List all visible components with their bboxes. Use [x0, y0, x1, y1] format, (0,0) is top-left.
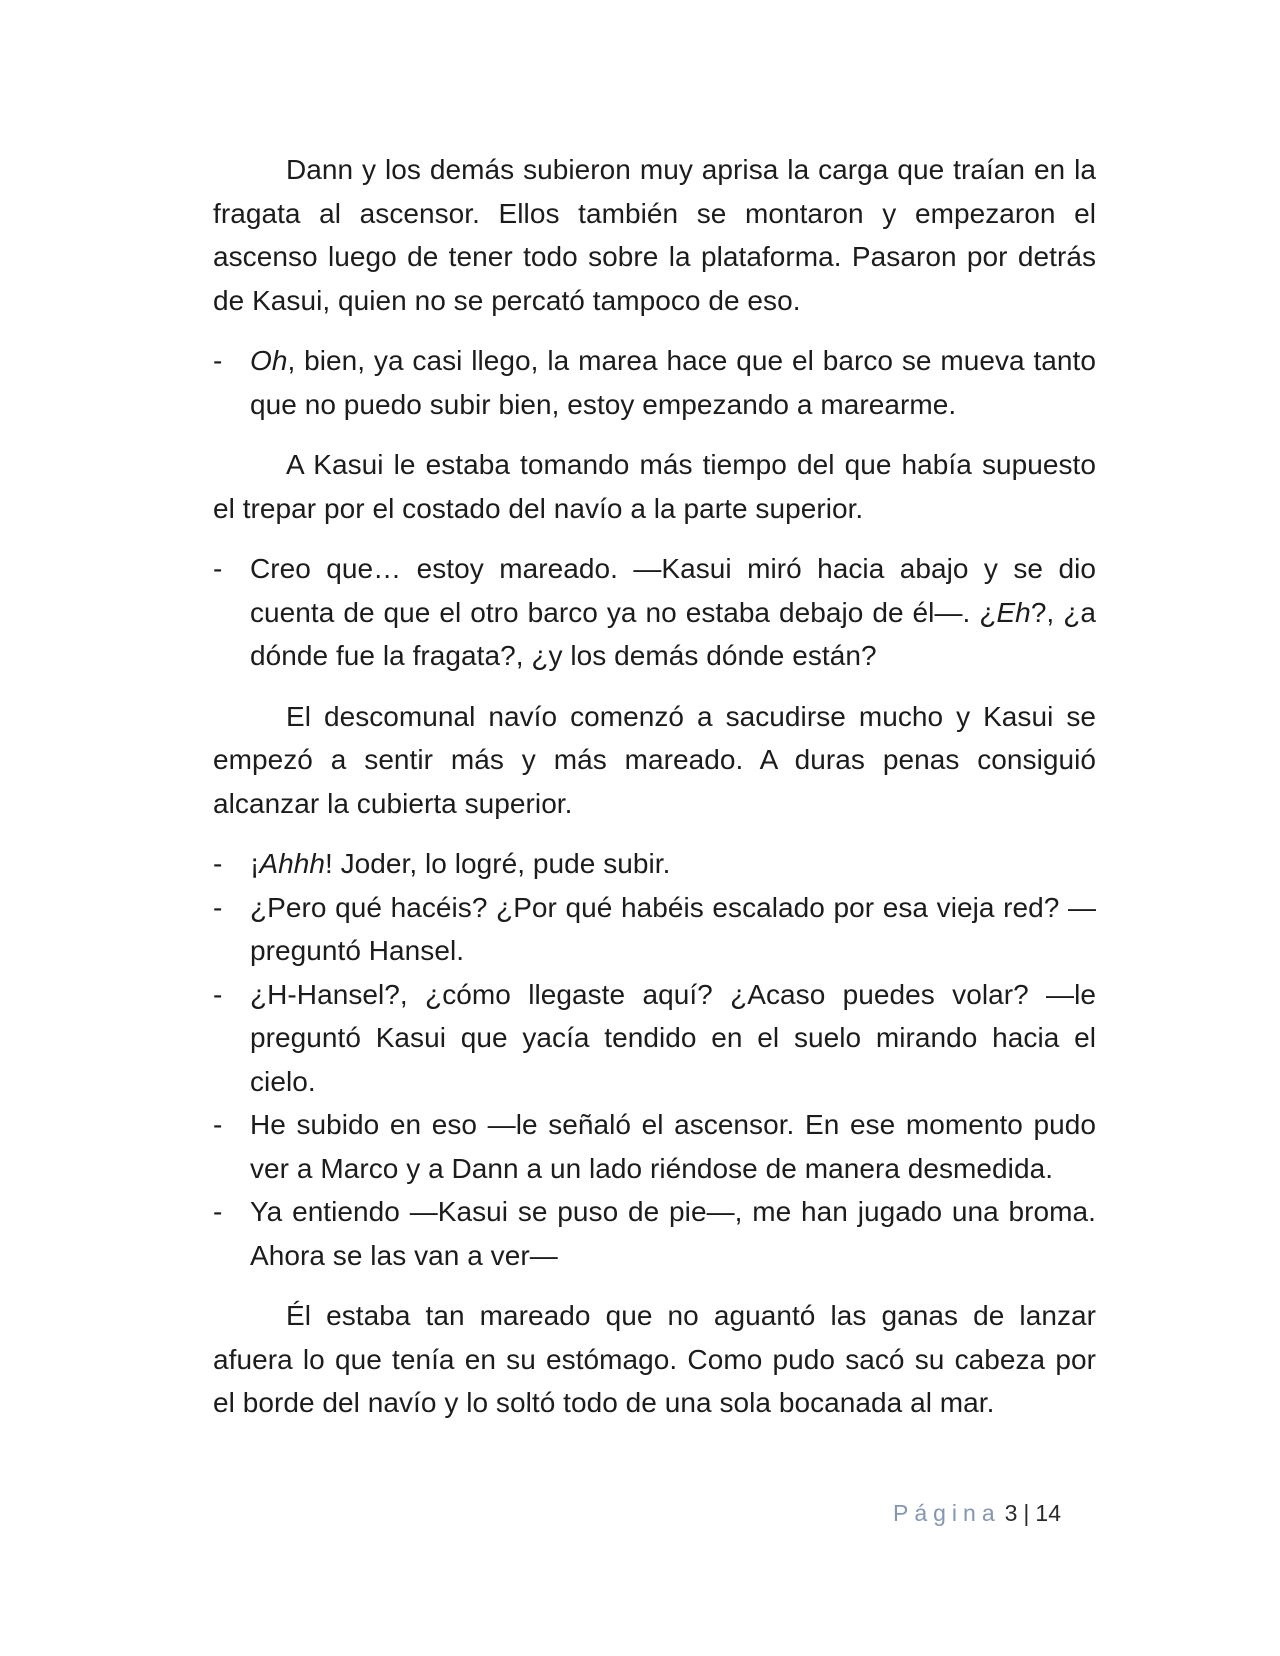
- dialogue-text: He subido en eso —le señaló el ascensor. En ese momento pudo ver a Marco y a Dann a un lado riéndose de manera desmedida.: [250, 1109, 1096, 1184]
- dialogue-line-3: [213, 842, 1096, 886]
- dialogue-line-1: [213, 339, 1096, 426]
- dialogue-text: ?, ¿a dónde fue la fragata?, ¿y los demás dónde están?: [250, 596, 1096, 671]
- dialogue-emphasis: Oh: [250, 345, 288, 376]
- page-total: 14: [1035, 1500, 1061, 1526]
- dialogue-dash: -: [213, 978, 223, 1010]
- paragraph-3: El descomunal navío comenzó a sacudirse mucho y Kasui se empezó a sentir más y más mareado. A duras penas consiguió alcanzar la cubierta superior.: [213, 700, 1096, 819]
- dialogue-text: ¿Pero qué hacéis? ¿Por qué habéis escalado por esa vieja red? —preguntó Hansel.: [250, 891, 1096, 966]
- dialogue-block-3: [213, 842, 1096, 1277]
- dialogue-dash: -: [213, 1109, 223, 1140]
- paragraph-2: A Kasui le estaba tomando más tiempo del que había supuesto el trepar por el costado del navío a la parte superior.: [213, 449, 1096, 524]
- dialogue-dash: -: [213, 345, 223, 376]
- page-body: [213, 148, 1096, 1442]
- dialogue-emphasis: Ahhh: [259, 848, 325, 879]
- dialogue-block-2: [213, 547, 1096, 678]
- dialogue-line-7: [213, 1190, 1096, 1277]
- dialogue-dash: -: [213, 1196, 223, 1227]
- page-label: Página: [893, 1500, 1001, 1526]
- page-separator: |: [1023, 1500, 1030, 1526]
- dialogue-line-6: [213, 1103, 1096, 1190]
- dialogue-text: Ya entiendo —Kasui se puso de pie—, me han jugado una broma. Ahora se las van a ver—: [250, 1196, 1096, 1271]
- dialogue-text: ¿H-Hansel?, ¿cómo llegaste aquí? ¿Acaso puedes volar? —le preguntó Kasui que yacía tendido en el suelo mirando hacia el cielo.: [250, 978, 1096, 1097]
- paragraph-4: Él estaba tan mareado que no aguantó las ganas de lanzar afuera lo que tenía en su estómago. Como pudo sacó su cabeza por el borde del navío y lo soltó todo de una sola bocanada al mar.: [213, 1300, 1096, 1418]
- dialogue-block-1: [213, 339, 1096, 426]
- dialogue-text: ¡: [250, 848, 260, 879]
- dialogue-dash: -: [213, 891, 223, 923]
- dialogue-line-5: [213, 973, 1096, 1104]
- dialogue-line-4: [213, 886, 1096, 973]
- page-footer: [893, 1499, 1061, 1527]
- dialogue-text: , bien, ya casi llego, la marea hace que el barco se mueva tanto que no puedo subir bien, estoy empezando a marearme.: [250, 345, 1096, 420]
- dialogue-text: ! Joder, lo logré, pude subir.: [324, 848, 671, 879]
- dialogue-dash: -: [213, 848, 223, 879]
- dialogue-text: Creo que… estoy mareado. —Kasui miró hacia abajo y se dio cuenta de que el otro barco ya no estaba debajo de él—. ¿: [250, 553, 1096, 628]
- page-number: 3: [1004, 1500, 1018, 1526]
- dialogue-emphasis: Eh: [996, 596, 1031, 628]
- dialogue-dash: -: [213, 553, 223, 584]
- paragraph-1: Dann y los demás subieron muy aprisa la carga que traían en la fragata al ascensor. Ellos también se montaron y empezaron el ascenso luego de tener todo sobre la plataforma. Pasaron por detrás de Kasui, quien no se percató tampoco de eso.: [213, 154, 1096, 316]
- dialogue-line-2: [213, 547, 1096, 678]
